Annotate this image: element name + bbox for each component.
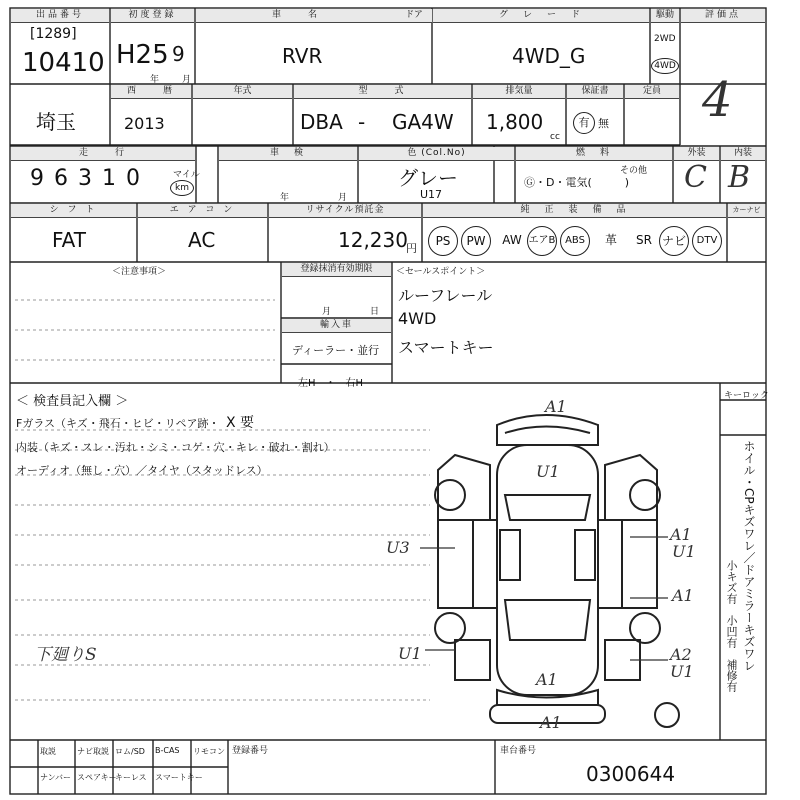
bottom-item: キーレス <box>115 773 147 782</box>
label-interior: 内装 <box>721 147 765 161</box>
damage-mark: A1 <box>536 670 558 689</box>
label-inspection: 車 検 <box>219 147 357 161</box>
chassis-no: 0300644 <box>586 762 676 786</box>
label-notes: ＜注意事項＞ <box>112 267 167 277</box>
sales-point-2: 4WD <box>398 309 437 328</box>
shift-value: FAT <box>52 228 87 252</box>
damage-mark: A1 <box>670 525 692 544</box>
label-displacement: 排気量 <box>473 85 565 99</box>
damage-mark: U3 <box>386 538 410 557</box>
fuel-options: Ⓖ・D・電気( ) <box>524 176 630 189</box>
equipment-item: PS <box>428 226 458 256</box>
fglass-mark: X 要 <box>226 415 255 431</box>
equipment-item: ABS <box>560 226 590 256</box>
interior-grade: B <box>728 160 751 195</box>
label-year-west: 西 暦 <box>111 85 191 99</box>
bottom-item: B-CAS <box>155 746 180 755</box>
bottom-item: ナンバー <box>40 773 72 782</box>
inspection-tsuki: 月 <box>338 193 348 203</box>
first-reg-nen: 年 <box>150 75 160 85</box>
mileage-digits: 96310 <box>30 166 150 191</box>
import-type: ディーラー・並行 <box>292 344 380 357</box>
equipment-item: AW <box>502 233 522 247</box>
displacement-unit: cc <box>550 132 560 142</box>
bottom-item: ナビ取説 <box>77 747 109 756</box>
label-inspector: ＜ 検査員記入欄 ＞ <box>16 394 129 409</box>
label-mileage: 走 行 <box>11 147 195 161</box>
inspector-line-3: オーディオ（無し・穴）／タイヤ（スタッドレス） <box>16 464 268 477</box>
drive-2wd: 2WD <box>654 34 676 44</box>
sales-point-1: ルーフレール <box>398 286 493 305</box>
damage-mark: U1 <box>398 644 422 663</box>
label-drive: 駆動 <box>651 9 679 23</box>
equipment-item: エアB <box>527 226 557 256</box>
score-value: 4 <box>702 72 733 128</box>
label-recycle: リサイクル預託金 <box>269 204 421 218</box>
label-aircon: エ ア コ ン <box>138 204 267 218</box>
first-reg-era: H25 <box>116 40 169 70</box>
lot-number: 10410 <box>22 48 105 78</box>
label-equipment: 純 正 装 備 品 <box>423 204 726 218</box>
inspection-nen: 年 <box>280 193 290 203</box>
label-keylock: キーロック <box>724 391 769 401</box>
first-reg-month: 9 <box>172 42 185 66</box>
bottom-item: スペアキー <box>77 773 117 782</box>
fuel-other: その他 <box>620 166 648 176</box>
mileage-unit-km: km <box>170 180 194 196</box>
type-dash: - <box>358 110 366 134</box>
inspector-line-1: Fガラス（キズ・飛石・ヒビ・リペア跡・ <box>16 417 220 430</box>
expiry-nichi: 日 <box>370 307 380 317</box>
mileage-unit-mile: マイル <box>173 170 200 180</box>
exterior-grade: C <box>684 160 707 195</box>
label-fuel: 燃 料 <box>516 147 672 161</box>
region: 埼玉 <box>36 110 76 134</box>
drive-4wd: 4WD <box>651 58 679 74</box>
label-reg-expiry: 登録抹消有効期限 <box>282 263 391 277</box>
equipment-item: ナビ <box>659 226 689 256</box>
damage-mark: U1 <box>670 662 694 681</box>
damage-mark: U1 <box>672 542 696 561</box>
bottom-item: リモコン <box>193 747 225 756</box>
side-sub: 小キズ有 小凹有 補修有 <box>725 560 738 692</box>
recycle-unit: 円 <box>406 242 417 255</box>
label-shift: シ フ ト <box>11 204 136 218</box>
equipment-item: SR <box>636 233 652 247</box>
damage-mark: A1 <box>672 586 694 605</box>
label-recall: 保証書 <box>567 85 623 99</box>
label-lot-no: 出品番号 <box>11 9 109 23</box>
lot-bracket: [1289] <box>30 26 77 42</box>
type-code: GA4W <box>392 110 454 134</box>
bottom-item: ロム/SD <box>115 747 145 756</box>
displacement-value: 1,800 <box>486 110 544 134</box>
label-first-reg: 初度登録 <box>111 9 194 23</box>
label-model-year: 年式 <box>193 85 292 99</box>
label-grade: グ レ ー ド <box>433 9 649 23</box>
label-type: 型 式 <box>294 85 471 99</box>
label-seats: 定員 <box>625 85 679 99</box>
label-score: 評価点 <box>681 9 765 23</box>
equipment-item: 革 <box>604 233 617 247</box>
handwritten-note: 下廻りS <box>34 645 97 665</box>
damage-mark: A1 <box>540 713 562 732</box>
inspector-line-2: 内装（キズ・スレ・汚れ・シミ・コゲ・穴・キレ・破れ・割れ） <box>16 441 335 454</box>
expiry-tsuki: 月 <box>322 307 332 317</box>
label-reg-no: 登録番号 <box>232 746 269 756</box>
bottom-item: 取説 <box>40 747 56 756</box>
car-name: RVR <box>282 44 323 68</box>
color-code: U17 <box>420 188 443 201</box>
label-import: 輸入車 <box>282 319 391 333</box>
damage-mark: U1 <box>536 462 560 481</box>
label-exterior: 外装 <box>674 147 719 161</box>
sales-point-3: スマートキー <box>398 338 494 357</box>
side-notes: ホイル・CPキズワレ／ドアミラーキズワレ <box>742 440 756 672</box>
type-prefix: DBA <box>300 110 343 134</box>
equipment-item: DTV <box>692 226 722 256</box>
handle: 左H ・ 右H <box>298 378 364 389</box>
recycle-value: 12,230 <box>338 228 408 252</box>
first-reg-tsuki: 月 <box>182 75 192 85</box>
year-west: 2013 <box>124 114 165 133</box>
recall-yes: 有 <box>573 112 595 134</box>
label-car-name: 車 名 <box>196 9 396 23</box>
grade-value: 4WD_G <box>512 44 586 68</box>
recall-no: 無 <box>598 117 609 130</box>
label-carnavi: カーナビ <box>728 204 765 218</box>
damage-mark: A1 <box>545 397 567 416</box>
bottom-item: スマートキー <box>155 773 203 782</box>
label-color: 色 (Col.No) <box>359 147 514 161</box>
damage-mark: A2 <box>670 645 692 664</box>
label-chassis: 車台番号 <box>500 746 537 756</box>
label-door: ドア <box>396 9 432 23</box>
equipment-item: PW <box>461 226 491 256</box>
label-sales: ＜セールスポイント＞ <box>396 267 486 277</box>
aircon-value: AC <box>188 228 216 252</box>
color-name: グレー <box>398 166 458 190</box>
